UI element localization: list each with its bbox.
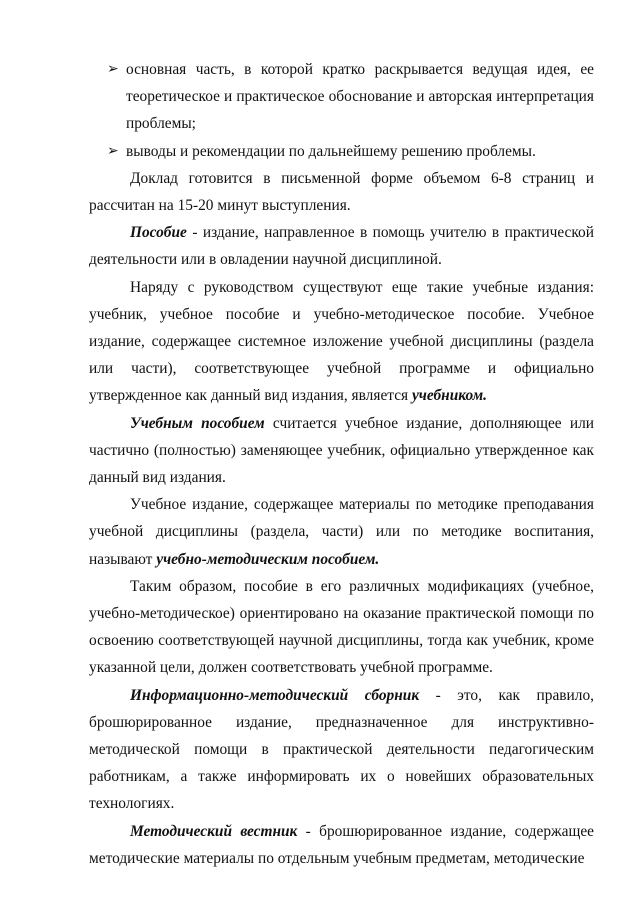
document-page bbox=[89, 56, 594, 872]
list-item bbox=[89, 56, 594, 138]
list-item-text: выводы и рекомендации по дальнейшему решению проблемы. bbox=[126, 142, 536, 160]
paragraph-takim bbox=[89, 573, 594, 682]
list-item bbox=[89, 138, 594, 165]
paragraph-naryadu bbox=[89, 274, 594, 410]
arrowhead-bullet-icon: ➢ bbox=[107, 62, 119, 77]
paragraph-text: Учебное издание, содержащее материалы по методике преподавания учебной дисциплины (раздела, части) или по методике воспитания, называют bbox=[89, 496, 594, 568]
term-info-sbornik: Информационно-методический сборник bbox=[130, 686, 420, 704]
paragraph-posobie bbox=[89, 219, 594, 273]
paragraph-text: - издание, направленное в помощь учителю в практической деятельности или в овладении научной дисциплиной. bbox=[89, 224, 594, 269]
term-uchebnik: учебником. bbox=[411, 387, 487, 405]
term-posobie: Пособие bbox=[130, 224, 187, 242]
term-vestnik: Методический вестник bbox=[130, 822, 298, 840]
paragraph-uchebnoe-posobie bbox=[89, 410, 594, 492]
paragraph-text: считается учебное издание, дополняющее или частично (полностью) заменяющее учебник, официально утвержденное как данный вид издания. bbox=[89, 414, 595, 487]
list-item-text: основная часть, в которой кратко раскрывается ведущая идея, ее теоретическое и практическое обоснование и авторская интерпретация проблемы; bbox=[126, 61, 594, 133]
paragraph-text: - брошюрированное издание, содержащее методические материалы по отдельным учебным предметам, методические bbox=[89, 822, 594, 867]
paragraph-info-sbornik bbox=[89, 682, 594, 818]
paragraph-text: Таким образом, пособие в его различных модификациях (учебное, учебно-методическое) ориентировано на оказание практической помощи по освоению соответствующей научной дисциплины, тогда как учебник, кроме указанной цели, должен соответствовать учебной программе. bbox=[89, 577, 594, 677]
paragraph-doklad bbox=[89, 165, 594, 219]
paragraph-text: Доклад готовится в письменной форме объемом 6-8 страниц и рассчитан на 15-20 минут выступления. bbox=[89, 169, 594, 215]
arrowhead-bullet-icon: ➢ bbox=[107, 143, 119, 159]
paragraph-vestnik bbox=[89, 818, 594, 872]
term-metod-posobie: учебно-методическим пособием. bbox=[156, 550, 380, 568]
paragraph-metod-posobie bbox=[89, 491, 594, 573]
term-uchebnoe-posobie: Учебным пособием bbox=[130, 414, 265, 432]
paragraph-text: - это, как правило, брошюрированное издание, предназначенное для инструктивно-методической помощи в практической деятельности педагогическим работникам, а также информировать их о новейших образовательных технологиях. bbox=[89, 686, 595, 813]
paragraph-text: Наряду с руководством существуют еще такие учебные издания: учебник, учебное пособие и учебно-методическое пособие. Учебное издание, содержащее системное изложение учебной дисциплины (раздела или части), соответствующее учебной программе и официально утвержденное как данный вид издания, является bbox=[89, 278, 594, 405]
